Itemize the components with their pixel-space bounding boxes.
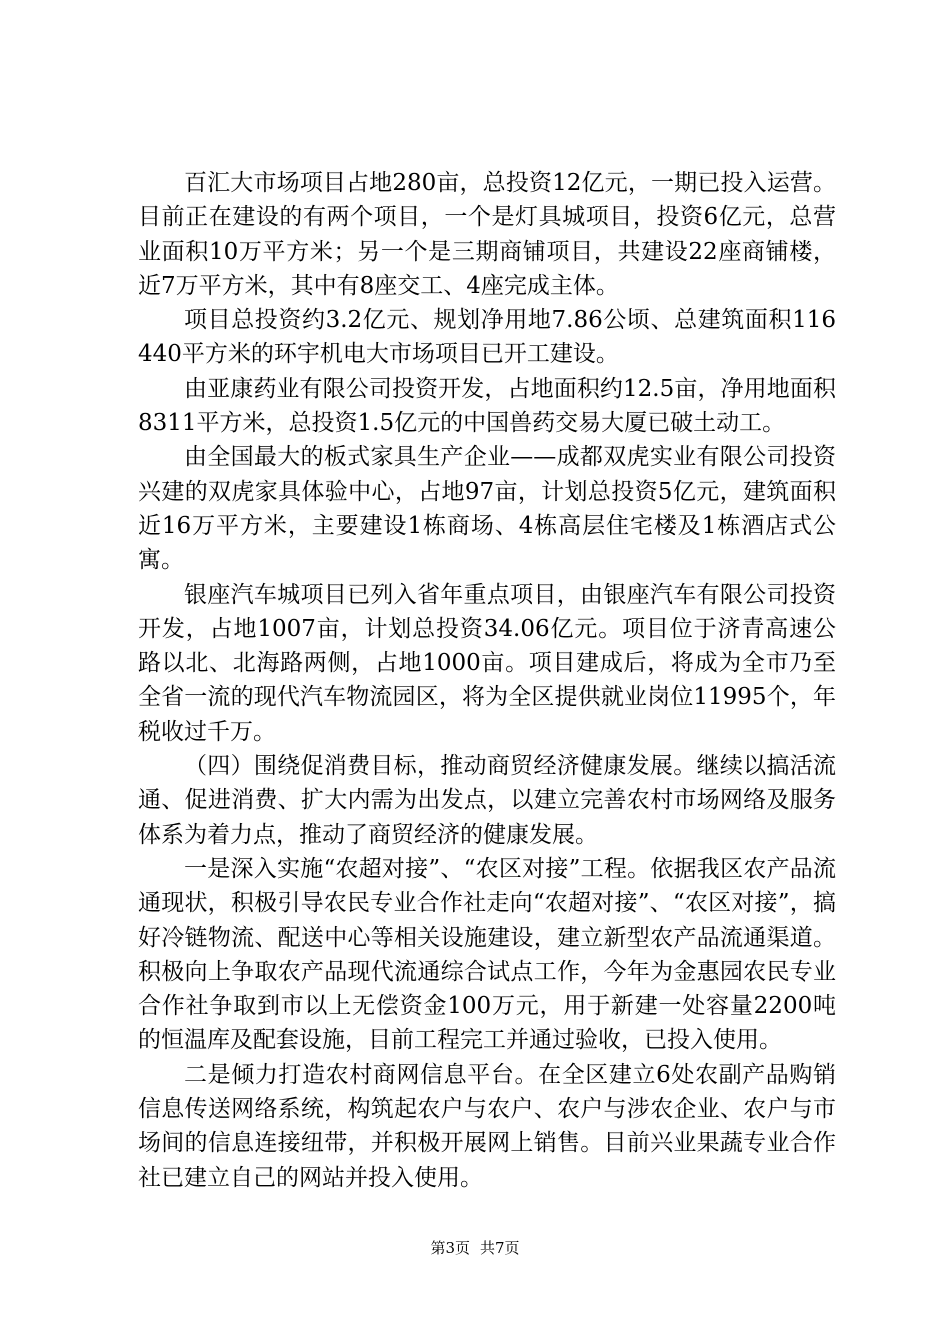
paragraph-baihui-market: 百汇大市场项目占地280亩，总投资12亿元，一期已投入运营。目前正在建设的有两个项目，一个是灯具城项目，投资6亿元，总营业面积10万平方米；另一个是三期商铺项目，共建设22座商铺楼，近7万平方米，其中有8座交工、4座完成主体。 — [138, 170, 836, 299]
paragraph-rural-network: 二是倾力打造农村商网信息平台。在全区建立6处农副产品购销信息传送网络系统，构筑起农户与农户、农户与涉农企业、农户与市场间的信息连接纽带，并积极开展网上销售。目前兴业果蔬专业合作社已建立自己的网站并投入使用。 — [138, 1061, 836, 1191]
page-total: 共7页 — [480, 1239, 520, 1257]
page-footer — [0, 1238, 950, 1258]
paragraph-veterinary-building: 由亚康药业有限公司投资开发，占地面积约12.5亩，净用地面积8311平方米，总投资1.5亿元的中国兽药交易大厦已破土动工。 — [138, 375, 836, 437]
paragraph-section-four: （四）围绕促消费目标，推动商贸经济健康发展。继续以搞活流通、促进消费、扩大内需为出发点，以建立完善农村市场网络及服务体系为着力点，推动了商贸经济的健康发展。 — [138, 753, 836, 848]
page-number: 第3页 — [430, 1239, 470, 1257]
document-body — [138, 166, 836, 1195]
paragraph-shuanghu-furniture: 由全国最大的板式家具生产企业——成都双虎实业有限公司投资兴建的双虎家具体验中心，占地97亩，计划总投资5亿元，建筑面积近16万平方米，主要建设1栋商场、4栋高层住宅楼及1栋酒店式公寓。 — [138, 444, 836, 574]
paragraph-yinzuo-auto-city: 银座汽车城项目已列入省年重点项目，由银座汽车有限公司投资开发，占地1007亩，计划总投资34.06亿元。项目位于济青高速公路以北、北海路两侧，占地1000亩。项目建成后，将成为全市乃至全省一流的现代汽车物流园区，将为全区提供就业岗位11995个，年税收过千万。 — [138, 581, 836, 745]
paragraph-farm-supermarket: 一是深入实施“农超对接”、“农区对接”工程。依据我区农产品流通现状，积极引导农民专业合作社走向“农超对接”、“农区对接”，搞好冷链物流、配送中心等相关设施建设，建立新型农产品流通渠道。积极向上争取农产品现代流通综合试点工作，今年为金惠园农民专业合作社争取到市以上无偿资金100万元，用于新建一处容量2200吨的恒温库及配套设施，目前工程完工并通过验收，已投入使用。 — [138, 855, 836, 1054]
paragraph-huanyu-market: 项目总投资约3.2亿元、规划净用地7.86公顷、总建筑面积116440平方米的环宇机电大市场项目已开工建设。 — [138, 307, 836, 368]
